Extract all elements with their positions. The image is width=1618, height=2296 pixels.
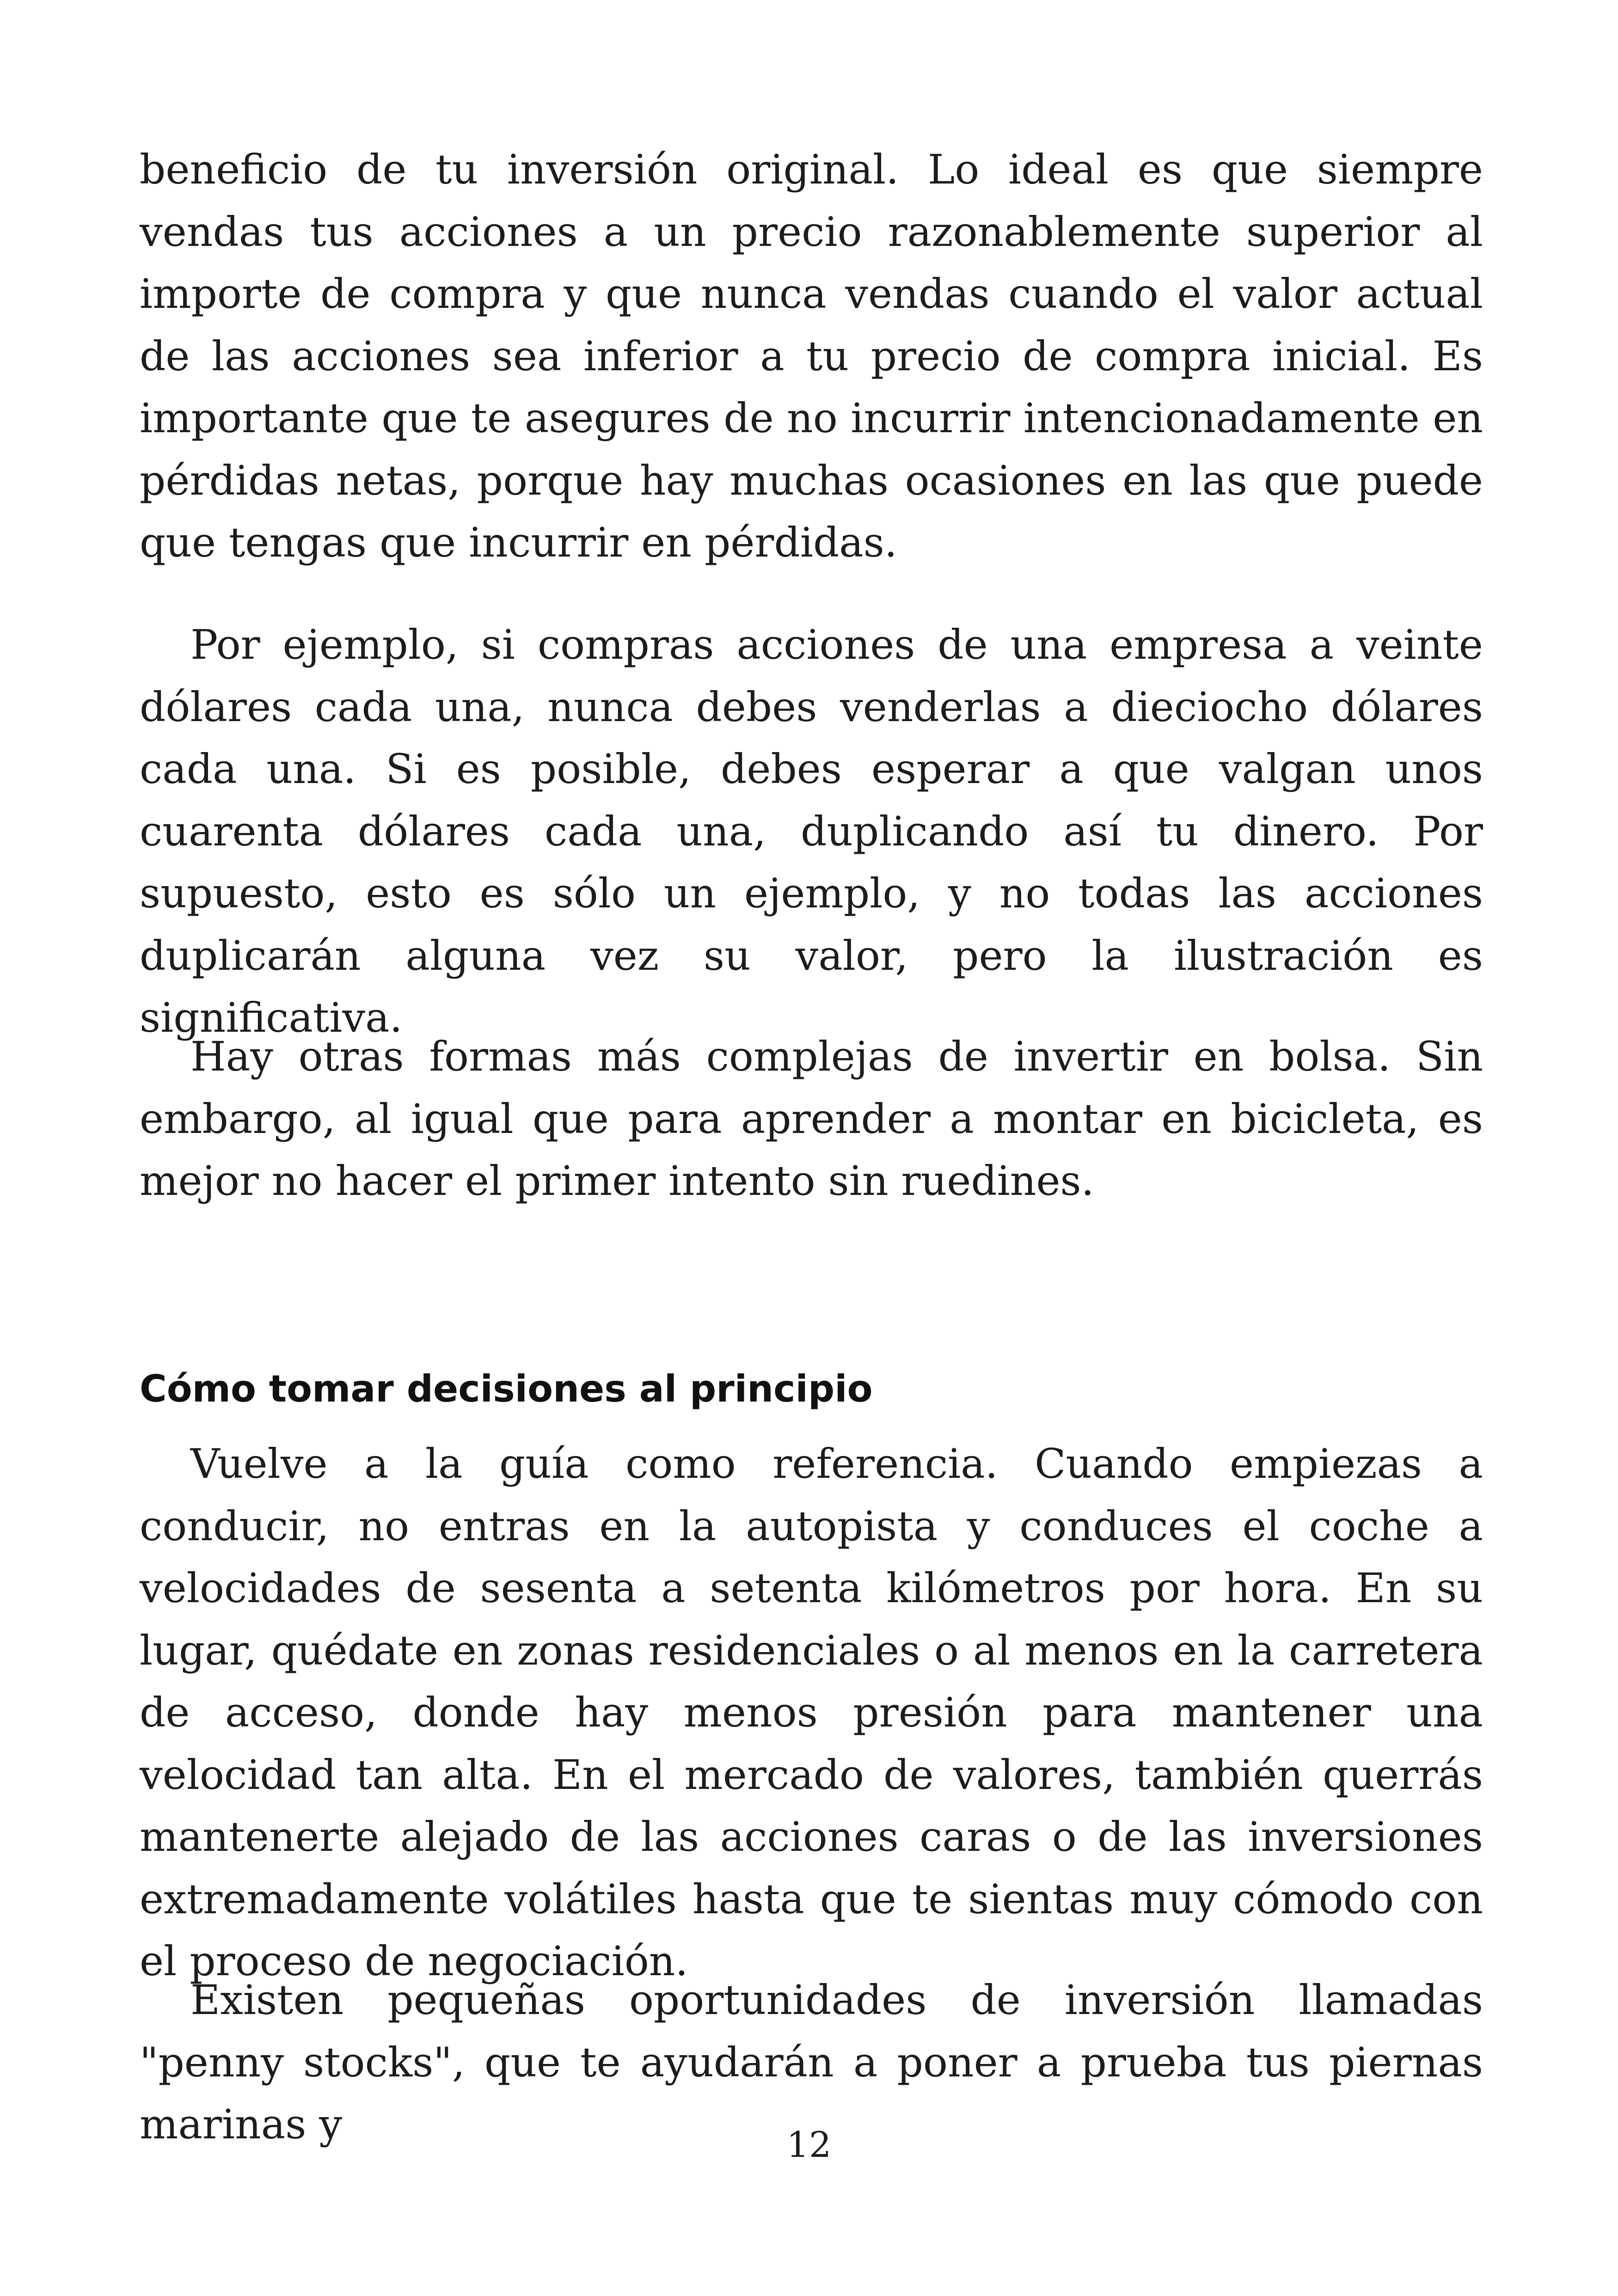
section-heading: Cómo tomar decisiones al principio xyxy=(140,1367,873,1410)
paragraph-continuation: beneficio de tu inversión original. Lo ideal es que siempre vendas tus acciones a un precio razonablemente superior al importe de compra y que nunca vendas cuando el valor actual de las acciones sea inferior a tu precio de compra inicial. Es importante que te asegures de no incurrir intencionadamente en pérdidas netas, porque hay muchas ocasiones en las que puede que tengas que incurrir en pérdidas. xyxy=(140,146,1483,566)
page-number: 12 xyxy=(786,2124,832,2165)
paragraph-penny-stocks: Existen pequeñas oportunidades de inversión llamadas "penny stocks", que te ayudarán a poner a prueba tus piernas marinas y xyxy=(140,1976,1483,2148)
paragraph-example: Por ejemplo, si compras acciones de una empresa a veinte dólares cada una, nunca debes venderlas a dieciocho dólares cada una. Si es posible, debes esperar a que valgan unos cuarenta dólares cada una, duplicando así tu dinero. Por supuesto, esto es sólo un ejemplo, y no todas las acciones duplicarán alguna vez su valor, pero la ilustración es significativa. xyxy=(140,621,1483,1041)
paragraph-guide-reference: Vuelve a la guía como referencia. Cuando empiezas a conducir, no entras en la autopista y conduces el coche a velocidades de sesenta a setenta kilómetros por hora. En su lugar, quédate en zonas residenciales o al menos en la carretera de acceso, donde hay menos presión para mantener una velocidad tan alta. En el mercado de valores, también querrás mantenerte alejado de las acciones caras o de las inversiones extremadamente volátiles hasta que te sientas muy cómodo con el proceso de negociación. xyxy=(140,1440,1483,1985)
paragraph-complex-forms: Hay otras formas más complejas de invertir en bolsa. Sin embargo, al igual que para aprender a montar en bicicleta, es mejor no hacer el primer intento sin ruedines. xyxy=(140,1033,1483,1205)
